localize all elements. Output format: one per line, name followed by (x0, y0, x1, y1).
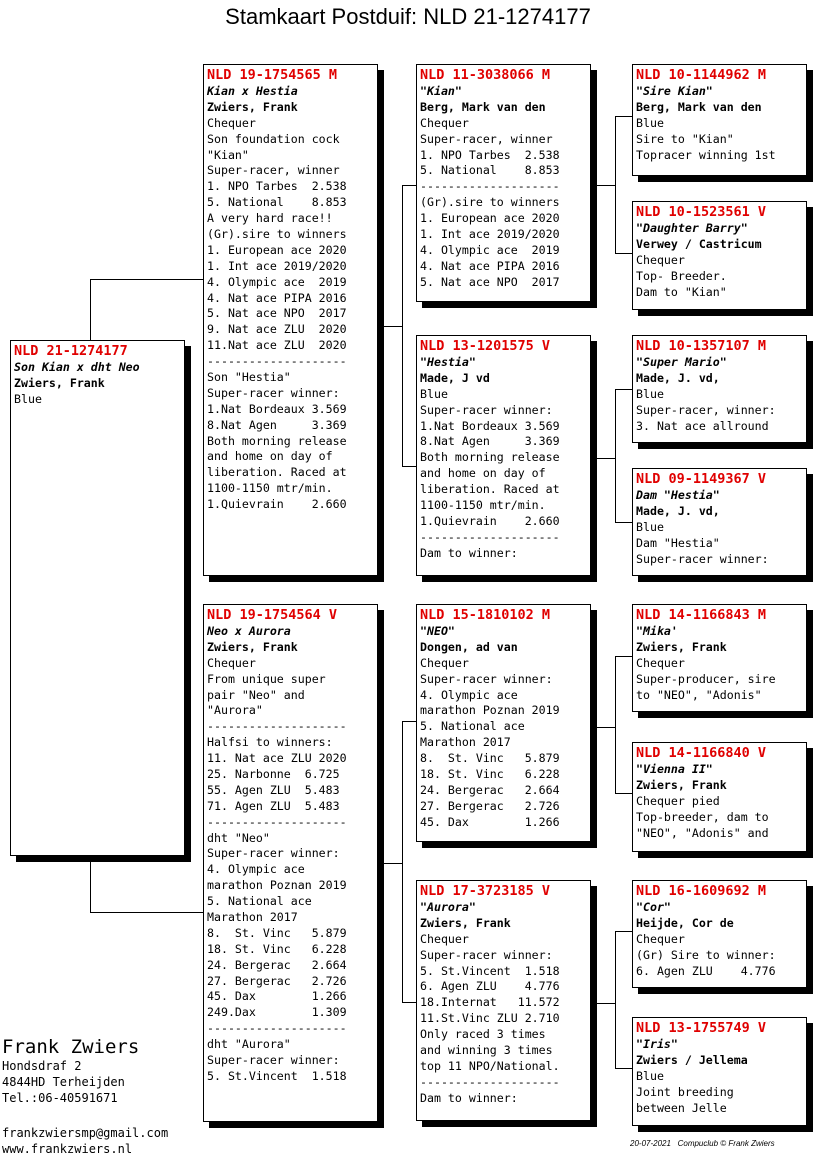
info-line: (Gr).sire to winners (207, 227, 347, 242)
info-line: 1. Int ace 2019/2020 (420, 227, 560, 242)
info-line: 45. Dax 1.266 (420, 814, 560, 829)
info-line: (Gr).sire to winners (420, 195, 560, 210)
info-line: dht "Aurora" (207, 1037, 291, 1052)
breeder-name: Verwey / Castricum (636, 236, 762, 251)
breeder-name: Zwiers, Frank (207, 639, 298, 654)
breeder-name: Heijde, Cor de (636, 915, 734, 930)
ring-number: NLD 17-3723185 V (420, 883, 551, 899)
info-line: 27. Bergerac 2.726 (420, 798, 560, 813)
ring-number: NLD 16-1609692 M (636, 883, 767, 899)
info-line: 45. Dax 1.266 (207, 989, 347, 1004)
info-line: Blue (636, 115, 664, 130)
owner-city: 4844HD Terheijden (2, 1075, 125, 1089)
pedigree-card-sdd (632, 468, 807, 576)
info-line: Topracer winning 1st (636, 147, 776, 162)
connector (384, 326, 402, 327)
info-line: Chequer pied (636, 793, 720, 808)
info-line: (Gr) Sire to winner: (636, 947, 776, 962)
info-line: 8. St. Vinc 5.879 (207, 925, 347, 940)
pigeon-name: "Daughter Barry" (636, 221, 748, 235)
info-line: Only raced 3 times (420, 1027, 546, 1042)
ring-number: NLD 10-1523561 V (636, 204, 767, 220)
info-line: 1. European ace 2020 (207, 242, 347, 257)
pigeon-name: "Sire Kian" (636, 84, 713, 98)
info-line: Super-racer, winner: (636, 402, 776, 417)
connector (615, 1068, 633, 1069)
info-line: 55. Agen ZLU 5.483 (207, 782, 340, 797)
breeder-name: Zwiers, Frank (420, 915, 511, 930)
info-line: -------------------- (207, 814, 347, 829)
info-line: 5. National ace (420, 719, 525, 734)
info-line: and winning 3 times (420, 1043, 553, 1058)
info-line: -------------------- (420, 1074, 560, 1089)
owner-name: Frank Zwiers (2, 1036, 140, 1058)
info-line: 4. Olympic ace 2019 (420, 242, 560, 257)
connector (615, 389, 633, 390)
connector (402, 466, 417, 467)
connector (597, 727, 615, 728)
pedigree-card-dds (632, 880, 807, 988)
breeder-name: Made, J vd (420, 370, 490, 385)
pigeon-name: Son Kian x dht Neo (14, 360, 140, 374)
breeder-name: Berg, Mark van den (636, 99, 762, 114)
info-line: 11.St.Vinc ZLU 2.710 (420, 1011, 560, 1026)
info-line: 5. Nat ace NPO 2017 (207, 306, 347, 321)
info-line: Super-producer, sire (636, 671, 776, 686)
owner-street: Hondsdraf 2 (2, 1059, 82, 1073)
pigeon-name: "Kian" (420, 84, 462, 98)
pigeon-name: Neo x Aurora (207, 624, 291, 638)
info-line: Marathon 2017 (207, 910, 298, 925)
info-line: Marathon 2017 (420, 735, 511, 750)
info-line: -------------------- (207, 1021, 347, 1036)
info-line: Super-racer winner: (207, 385, 340, 400)
info-line: Super-racer winner: (207, 846, 340, 861)
info-line: Son "Hestia" (207, 370, 291, 385)
info-line: 5. National 8.853 (207, 195, 347, 210)
owner-email[interactable]: frankzwiersmp@gmail.com (2, 1126, 169, 1140)
info-line: Chequer (207, 115, 256, 130)
info-line: 18. St. Vinc 6.228 (207, 941, 347, 956)
info-line: "NEO", "Adonis" and (636, 825, 769, 840)
breeder-name: Dongen, ad van (420, 639, 518, 654)
owner-website[interactable]: www.frankzwiers.nl (2, 1142, 133, 1156)
connector (615, 931, 616, 1069)
info-line: between Jelle (636, 1100, 727, 1115)
connector (615, 116, 616, 254)
connector (384, 863, 402, 864)
page-title: Stamkaart Postduif: NLD 21-1274177 (225, 4, 591, 29)
pigeon-name: Kian x Hestia (207, 84, 298, 98)
pigeon-name: "Cor" (636, 900, 671, 914)
info-line: Dam to "Kian" (636, 284, 727, 299)
info-line: 6. Agen ZLU 4.776 (420, 979, 560, 994)
info-line: and home on day of (420, 466, 546, 481)
info-line: Blue (636, 519, 664, 534)
info-line: Joint breeding (636, 1084, 734, 1099)
ring-number: NLD 10-1144962 M (636, 67, 767, 83)
pedigree-card-dss (632, 604, 807, 712)
info-line: 8. St. Vinc 5.879 (420, 751, 560, 766)
breeder-name: Zwiers / Jellema (636, 1052, 748, 1067)
pedigree-card-sire-dam (416, 335, 591, 576)
info-line: Chequer (420, 655, 469, 670)
info-line: 4. Olympic ace (207, 862, 305, 877)
pedigree-card-dsd (632, 742, 807, 852)
owner-contact (2, 1125, 168, 1157)
info-line: to "NEO", "Adonis" (636, 687, 762, 702)
info-line: -------------------- (420, 179, 560, 194)
pigeon-name: "Vienna II" (636, 762, 713, 776)
info-line: Both morning release (420, 450, 560, 465)
pigeon-name: "Super Mario" (636, 355, 727, 369)
info-line: pair "Neo" and (207, 687, 305, 702)
pigeon-name: "Mika' (636, 624, 678, 638)
info-line: Chequer (636, 252, 685, 267)
breeder-name: Zwiers, Frank (207, 99, 298, 114)
pedigree-card-sss (632, 64, 807, 176)
info-line: -------------------- (420, 529, 560, 544)
info-line: 5. St.Vincent 1.518 (207, 1068, 347, 1083)
info-line: Dam to winner: (420, 545, 518, 560)
info-line: Top-breeder, dam to (636, 809, 769, 824)
connector (615, 656, 616, 794)
info-line: -------------------- (207, 719, 347, 734)
ring-number: NLD 14-1166840 V (636, 745, 767, 761)
info-line: 27. Bergerac 2.726 (207, 973, 347, 988)
connector (615, 793, 633, 794)
info-line: liberation. Raced at (420, 482, 560, 497)
breeder-name: Zwiers, Frank (14, 375, 105, 390)
info-line: Dam to winner: (420, 1090, 518, 1105)
breeder-name: Berg, Mark van den (420, 99, 546, 114)
info-line: 1. NPO Tarbes 2.538 (420, 147, 560, 162)
info-line: Chequer (207, 655, 256, 670)
ring-number: NLD 19-1754565 M (207, 67, 338, 83)
info-line: and home on day of (207, 449, 333, 464)
info-line: 1. NPO Tarbes 2.538 (207, 179, 347, 194)
info-line: 4. Olympic ace (420, 687, 518, 702)
connector (90, 912, 204, 913)
info-line: Chequer (420, 115, 469, 130)
info-line: Son foundation cock (207, 131, 340, 146)
ring-number: NLD 11-3038066 M (420, 67, 551, 83)
info-line: Chequer (636, 931, 685, 946)
info-line: Halfsi to winners: (207, 735, 333, 750)
info-line: 3. Nat ace allround (636, 418, 769, 433)
info-line: Chequer (636, 655, 685, 670)
info-line: dht "Neo" (207, 830, 270, 845)
breeder-name: Made, J. vd, (636, 503, 720, 518)
pedigree-card-dam-sire (416, 604, 591, 842)
info-line: Super-racer winner: (420, 671, 553, 686)
info-line: 1.Quievrain 2.660 (420, 513, 560, 528)
info-line: 4. Nat ace PIPA 2016 (420, 258, 560, 273)
info-line: Dam "Hestia" (636, 535, 720, 550)
info-line: Super-racer winner: (420, 402, 553, 417)
connector (615, 389, 616, 523)
info-line: A very hard race!! (207, 211, 333, 226)
info-line: -------------------- (207, 354, 347, 369)
pedigree-card-sire-sire (416, 64, 591, 302)
ring-number: NLD 13-1201575 V (420, 338, 551, 354)
info-line: 1.Nat Bordeaux 3.569 (207, 401, 347, 416)
pigeon-name: Dam "Hestia" (636, 488, 720, 502)
connector (615, 522, 633, 523)
info-line: 5. National ace (207, 894, 312, 909)
owner-address (2, 1036, 139, 1106)
ring-number: NLD 19-1754564 V (207, 607, 338, 623)
info-line: 18. St. Vinc 6.228 (420, 767, 560, 782)
info-line: 4. Olympic ace 2019 (207, 274, 347, 289)
connector (402, 721, 417, 722)
connector (90, 279, 204, 280)
info-line: 8.Nat Agen 3.369 (420, 434, 560, 449)
info-line: 5. National 8.853 (420, 163, 560, 178)
ring-number: NLD 21-1274177 (14, 343, 128, 359)
info-line: 71. Agen ZLU 5.483 (207, 798, 340, 813)
ring-number: NLD 15-1810102 M (420, 607, 551, 623)
connector (90, 856, 91, 912)
connector (615, 116, 633, 117)
info-line: Super-racer winner: (420, 947, 553, 962)
breeder-name: Zwiers, Frank (636, 777, 727, 792)
footer-credit: 20-07-2021 Compuclub © Frank Zwiers (630, 1139, 775, 1148)
info-line: 9. Nat ace ZLU 2020 (207, 322, 347, 337)
info-line: Chequer (420, 931, 469, 946)
info-line: Top- Breeder. (636, 268, 727, 283)
ring-number: NLD 13-1755749 V (636, 1020, 767, 1036)
info-line: 8.Nat Agen 3.369 (207, 417, 347, 432)
pedigree-card-dam-dam (416, 880, 591, 1121)
info-line: Blue (636, 386, 664, 401)
info-line: Blue (636, 1068, 664, 1083)
ring-number: NLD 09-1149367 V (636, 471, 767, 487)
info-line: top 11 NPO/National. (420, 1058, 560, 1073)
info-line: 1.Quievrain 2.660 (207, 497, 347, 512)
info-line: 1. Int ace 2019/2020 (207, 258, 347, 273)
info-line: 4. Nat ace PIPA 2016 (207, 290, 347, 305)
ring-number: NLD 10-1357107 M (636, 338, 767, 354)
info-line: 25. Narbonne 6.725 (207, 767, 340, 782)
info-line: Super-racer, winner (420, 131, 553, 146)
info-line: Super-racer winner: (636, 551, 769, 566)
info-line: Both morning release (207, 433, 347, 448)
breeder-name: Zwiers, Frank (636, 639, 727, 654)
connector (615, 931, 633, 932)
connector (402, 721, 403, 1003)
info-line: 5. St.Vincent 1.518 (420, 963, 560, 978)
connector (402, 185, 403, 467)
info-line: marathon Poznan 2019 (207, 878, 347, 893)
pigeon-name: "NEO" (420, 624, 455, 638)
info-line: 1100-1150 mtr/min. (420, 498, 546, 513)
info-line: From unique super (207, 671, 326, 686)
info-line: 11. Nat ace ZLU 2020 (207, 751, 347, 766)
pedigree-card-dam (203, 604, 378, 1122)
pigeon-name: "Hestia" (420, 355, 476, 369)
info-line: 11.Nat ace ZLU 2020 (207, 338, 347, 353)
info-line: 249.Dax 1.309 (207, 1005, 347, 1020)
info-line: Blue (420, 386, 448, 401)
info-line: 1100-1150 mtr/min. (207, 481, 333, 496)
owner-phone: Tel.:06-40591671 (2, 1091, 118, 1105)
info-line: 1. European ace 2020 (420, 211, 560, 226)
connector (90, 279, 91, 341)
info-line: Super-racer winner: (207, 1053, 340, 1068)
pigeon-name: "Aurora" (420, 900, 476, 914)
ring-number: NLD 14-1166843 M (636, 607, 767, 623)
info-line: Sire to "Kian" (636, 131, 734, 146)
info-line: "Kian" (207, 147, 249, 162)
info-line: 18.Internat 11.572 (420, 995, 560, 1010)
pedigree-card-sds (632, 335, 807, 443)
pedigree-card-subject (10, 340, 185, 856)
breeder-name: Made, J. vd, (636, 370, 720, 385)
info-line: 1.Nat Bordeaux 3.569 (420, 418, 560, 433)
info-line: Blue (14, 391, 42, 406)
connector (597, 458, 615, 459)
info-line: 24. Bergerac 2.664 (420, 782, 560, 797)
connector (597, 185, 615, 186)
pedigree-card-ddd (632, 1017, 807, 1126)
info-line: 6. Agen ZLU 4.776 (636, 963, 776, 978)
connector (615, 656, 633, 657)
connector (597, 1003, 615, 1004)
info-line: Super-racer, winner (207, 163, 340, 178)
connector (615, 253, 633, 254)
pedigree-card-sire (203, 64, 378, 576)
connector (402, 185, 417, 186)
info-line: 24. Bergerac 2.664 (207, 957, 347, 972)
connector (402, 1002, 417, 1003)
pigeon-name: "Iris" (636, 1037, 678, 1051)
info-line: 5. Nat ace NPO 2017 (420, 274, 560, 289)
pedigree-card-ssd (632, 201, 807, 310)
info-line: marathon Poznan 2019 (420, 703, 560, 718)
info-line: liberation. Raced at (207, 465, 347, 480)
info-line: "Aurora" (207, 703, 263, 718)
